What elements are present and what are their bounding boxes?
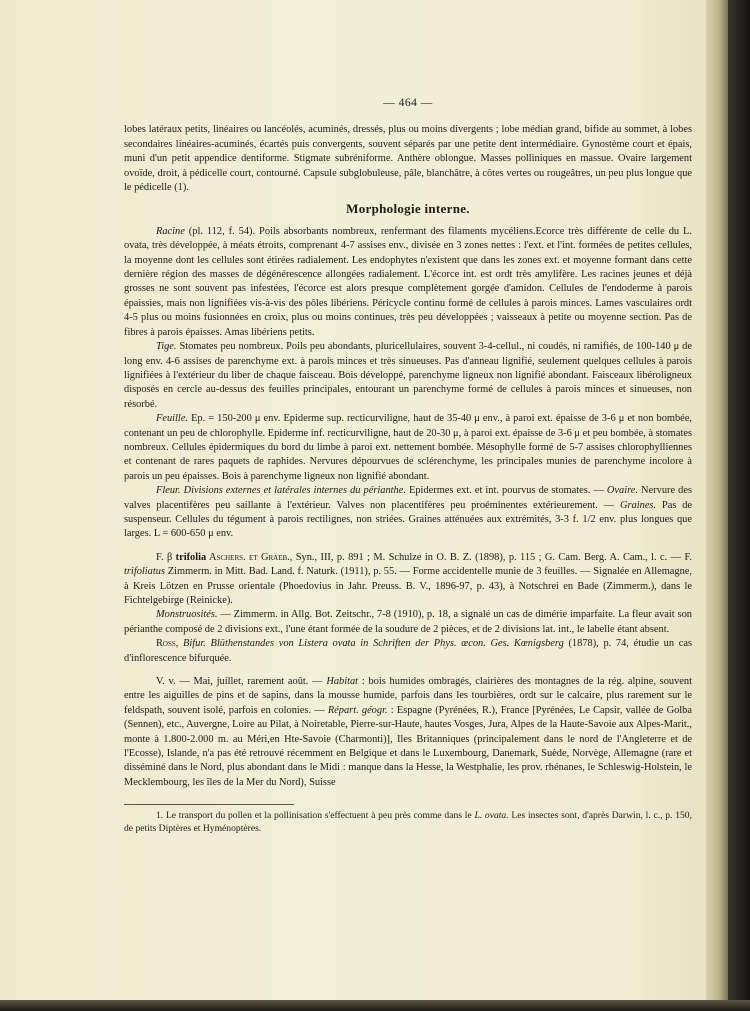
ross-paragraph <box>124 637 692 666</box>
vv-prefix: V. v. — Mai, juillet, rarement août. — <box>156 676 327 688</box>
trifolia-text-2: Zimmerm. in Mitt. Bad. Land. f. Naturk. (1911), p. 55. — Forme accidentelle munie de 3 feuilles. — Signalée en Allemagne, à Kreis Lötzen en Prusse orientale (Phoedovius in Jahr. Preuss. B. V., 1896-97, p. 43), à Notschrei en Bade (Zimmerm.), dans le Fichtelgebirge (Reinicke). <box>124 566 692 606</box>
trifolia-text-1: Syn., III, p. 891 ; M. Schulze in O. B. Z. (1898), p. 115 ; G. Cam. Berg. A. Cam., l. c. — F. <box>292 551 692 563</box>
ross-author: Ross, <box>156 638 179 650</box>
trifolia-paragraph <box>124 551 692 609</box>
monstruosites-paragraph <box>124 608 692 637</box>
ross-text: (1878), p. 74, étudie un cas d'inflorescence bifurquée. <box>124 638 693 664</box>
feuille-paragraph <box>124 412 692 484</box>
tige-label: Tige. <box>156 341 177 353</box>
vv-text-2: : Espagne (Pyrénées, R.), France [Pyrénées, Le Capsir, vallée de Golba (Sennen), etc., Auvergne, Loire au Pilat, à Noiretable, Pierre-sur-Haute, hautes Vosges, Jura, Alpes de la Haute-Savoie aux Alpes-Marit., monte à 1.800-2.000 m. au Méri,en Hte-Savoie (Charmonti)], Iles Britanniques (principalement dans le nord de l'Angleterre et de l'Ecosse), Islande, n'a pas été retrouvé récemment en Belgique et dans le Luxembourg, Danemark, Suède, Norvège, Allemagne (rare et disséminé dans le Nord, plus abondant dans le Midi : manque dans la Hesse, la Westphalie, les prov. rhénanes, le Schleswig-Holstein, le Mecklembourg, les îles de la Mer du Nord), Suisse <box>124 704 692 788</box>
page-text <box>124 96 692 835</box>
monstruosites-label: Monstruosités. <box>156 609 218 621</box>
fleur-text-3: Pas de suspenseur. Cellules du tégument à parois rectilignes, non striées. Graines atténuées aux extrémités, 3-3 f. 1/2 env. plus longues que larges. L = 600-650 μ env. <box>124 499 693 540</box>
vv-paragraph <box>124 675 692 790</box>
footnote-text-2: Les insectes sont, d'après Darwin, l. c., p. 150, de petits Diptères et Hyménoptères. <box>124 810 692 834</box>
page-number: — 464 — <box>383 97 433 109</box>
footnote-rule <box>124 804 294 805</box>
vv-text-1: : bois humides ombragés, clairières des montagnes de la rég. alpine, souvent entre les aiguilles de pins et de sapins, dans la mousse humide, parfois dans les tourbières, ordt sur le calcaire, plus rarement sur le feldspath, souvent isolé, parfois en colonies. — <box>124 676 692 716</box>
ross-title: Bifur. Blüthenstandes von Listera ovata in Schriften der Phys. œcon. Ges. Kœnigsberg <box>178 638 564 650</box>
monstruosites-text: — Zimmerm. in Allg. Bot. Zeitschr., 7-8 (1910), p. 18, a signalé un cas de dimérie imparfaite. La fleur avait son périanthe composé de 2 divisions ext., l'une étant formée de la soudure de 2 pièces, et de 2 divisions lat. int., le labelle étant absent. <box>124 609 692 635</box>
footnote <box>124 810 692 835</box>
trifolia-author: Aschers. et Graeb., <box>206 551 293 563</box>
footnote-ovata: L. ovata. <box>474 810 509 822</box>
fleur-text-1: Epidermes ext. et int. pourvus de stomates. — <box>405 485 607 497</box>
habitat-label: Habitat <box>326 676 359 688</box>
racine-paragraph <box>124 225 692 340</box>
fleur-text-2: Nervure des valves placentifères peu saillante à l'extérieur. Valves non placentifères peu proéminentes extérieurement. — <box>124 485 692 511</box>
fleur-paragraph <box>124 484 692 542</box>
intro-paragraph: lobes latéraux petits, linéaires ou lancéolés, acuminés, dressés, plus ou moins divergents ; lobe médian grand, bifide au sommet, à lobes secondaires linéaires-acuminés, écartés puis convergents, souvent séparés par une petite dent intermédiaire. Gynostème court et épais, muni d'un petit appendice dentiforme. Stigmate subréniforme. Anthère oblongue. Masses polliniques en massue. Ovaire largement ovoïde, droit, à pédicelle court, contourné. Capsule subglobuleuse, pâle, blanchâtre, à côtes vertes ou rougeâtres, un peu plus longue que le pédicelle (1). <box>124 124 692 194</box>
book-binding-edge <box>728 0 750 1011</box>
ovaire-label: Ovaire. <box>606 485 638 497</box>
page-bottom-edge <box>0 1000 750 1011</box>
graines-label: Graines. <box>620 499 657 511</box>
trifoliatus-name: trifoliatus <box>124 566 165 578</box>
feuille-text: Ep. = 150-200 μ env. Epiderme sup. recticurviligne, haut de 35-40 μ env., à paroi ext. épaisse de 3-6 μ et non bombée, contenant un peu de chlorophylle. Epiderme inf. recticurviligne, haut de 20-30 μ, à paroi ext. épaisse de 3-6 μ et peu bombée, à stomates nombreux. Cellules épidermiques du bord du limbe à paroi ext. nettement bombée. Mésophylle formé de 5-7 assises chlorophylliennes et contenant de rares paquets de raphides. Nervures dépourvues de sclérenchyme, les principales munies de parenchyme incolore à parois un peu épaisses. Bois à parenchyme ligneux non lignifié abondant. <box>124 413 692 482</box>
racine-label: Racine <box>156 225 185 237</box>
tige-text: Stomates peu nombreux. Poils peu abondants, pluricellulaires, souvent 3-4-cellul., ni coudés, ni ramifiés, de 100-140 μ de long env. 4-6 assises de parenchyme ext. à parois minces et très sinueuses. Pas d'anneau lignifié, seulement quelques cellules à parois lignifiées à l'extérieur du liber de chaque faisceau. Bois développé, parenchyme ligneux non lignifié abondant. Faisceaux libéroligneux disposés en cercle au-dessus des feuilles principales, entourant un parenchyme formé de cellules à parois minces et sinueuses, non résorbé. <box>124 341 692 410</box>
tige-paragraph <box>124 340 692 412</box>
feuille-label: Feuille. <box>156 413 189 425</box>
trifolia-prefix: F. β <box>156 551 176 563</box>
trifolia-name: trifolia <box>175 551 207 563</box>
footnote-text-1: 1. Le transport du pollen et la pollinisation s'effectuent à peu près comme dans le <box>156 810 475 822</box>
fleur-label: Fleur. Divisions externes et latérales internes du périanthe. <box>156 485 406 497</box>
racine-text: (pl. 112, f. 54). Poils absorbants nombreux, renfermant des filaments mycéliens.Ecorce très différente de celle du L. ovata, très développée, à méats étroits, comprenant 4-7 assises env., divisée en 3 zones nettes : l'ext. et l'int. formées de petites cellules, la moyenne dont les cellules sont étirées radialement. Les endophytes n'existent que dans les zones ext. et moyenne formant dans cette dernière région des masses de dégénérescence allongées radialement. L'écorce int. est ordt très amylifère. Les racines jeunes et déjà grosses ne sont souvent pas infestées, l'écorce est alors presque complètement gorgée d'amidon. Cellules de l'endoderme à parois épaissies, mais non lignifiées vis-à-vis des pôles libériens. Péricycle continu formé de cellules à parois minces. Lames vasculaires ordt 4-5 plus ou moins fusionnées en croix, plus ou moins continues, très peu développées ; vaisseaux à petite ou moyenne section. Pas de fibres à parois épaisses. Amas libériens petits. <box>124 225 692 338</box>
repart-label: Répart. géogr. <box>327 704 388 716</box>
page-curve-shadow <box>706 0 728 1000</box>
section-heading: Morphologie interne. <box>346 201 470 217</box>
